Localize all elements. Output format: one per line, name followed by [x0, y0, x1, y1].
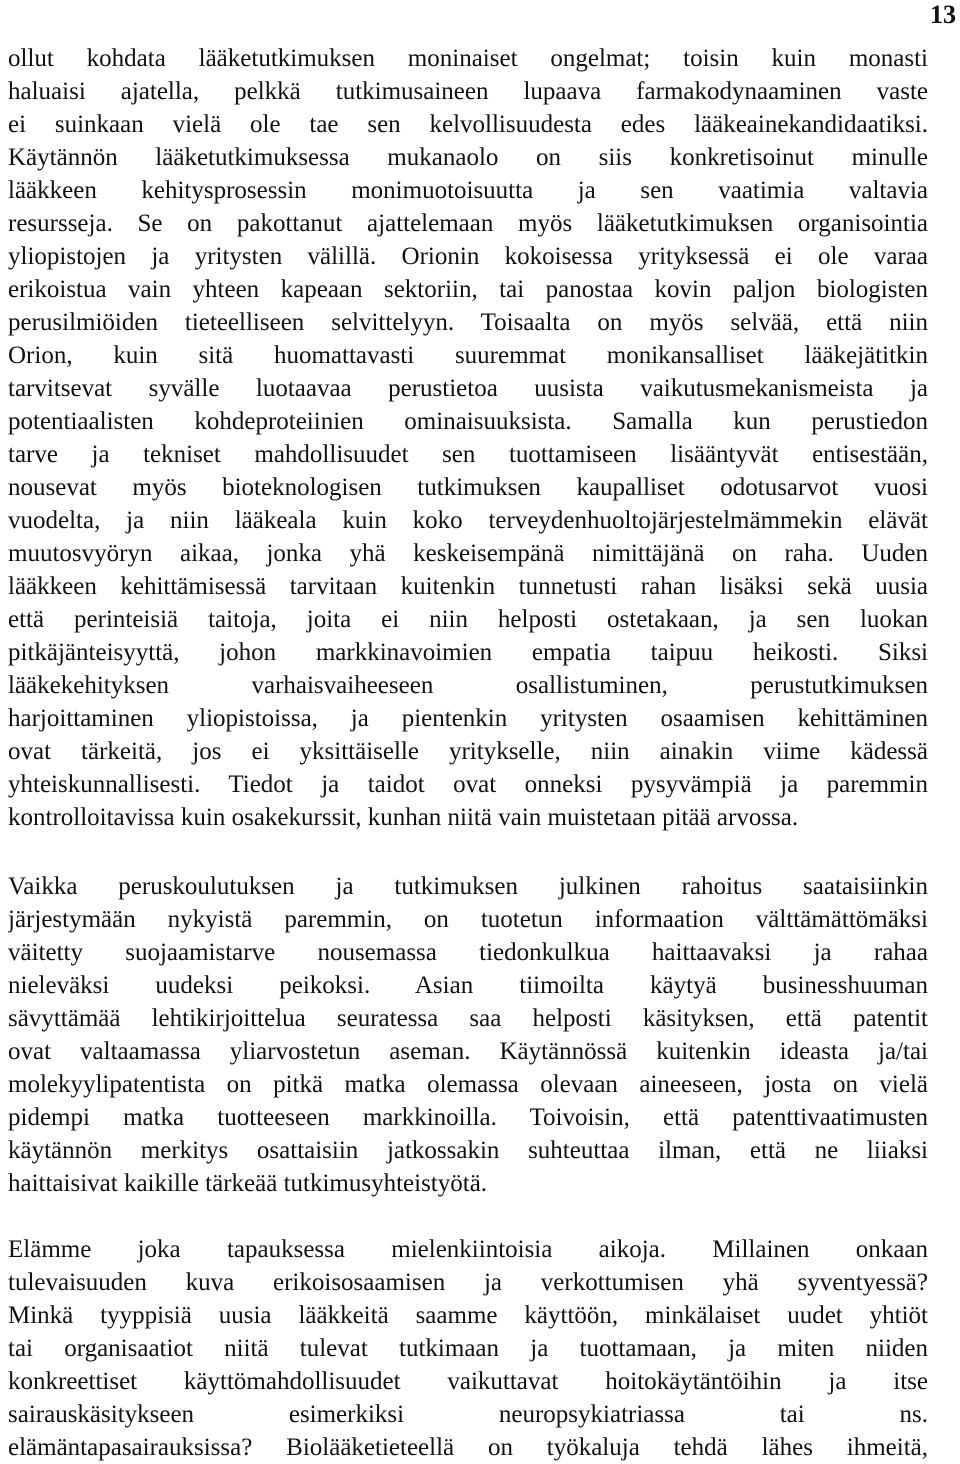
- text-line: lääkekehityksen varhaisvaiheeseen osallistuminen, perustutkimuksen: [8, 672, 928, 699]
- text-line: tai organisaatiot niitä tulevat tutkimaan ja tuottamaan, ja miten niiden: [8, 1335, 928, 1362]
- text-line: pitkäjänteisyyttä, johon markkinavoimien empatia taipuu heikosti. Siksi: [8, 639, 928, 666]
- text-line: tulevaisuuden kuva erikoisosaamisen ja verkottumisen yhä syventyessä?: [8, 1269, 928, 1296]
- text-line: haittaisivat kaikille tärkeää tutkimusyhteistyötä.: [8, 1170, 488, 1197]
- text-line: sävyttämää lehtikirjoittelua seuratessa saa helposti käsityksen, että patentit: [8, 1005, 928, 1032]
- text-line: Käytännön lääketutkimuksessa mukanaolo on siis konkretisoinut minulle: [8, 144, 928, 171]
- text-line: sairauskäsitykseen esimerkiksi neuropsykiatriassa tai ns.: [8, 1401, 928, 1428]
- text-line: perusilmiöiden tieteelliseen selvittelyyn. Toisaalta on myös selvää, että niin: [8, 309, 928, 336]
- text-line: ovat valtaamassa yliarvostetun aseman. Käytännössä kuitenkin ideasta ja/tai: [8, 1038, 928, 1065]
- text-line: konkreettiset käyttömahdollisuudet vaikuttavat hoitokäytäntöihin ja itse: [8, 1368, 928, 1395]
- text-line: yhteiskunnallisesti. Tiedot ja taidot ovat onneksi pysyvämpiä ja paremmin: [8, 771, 928, 798]
- paragraph: [8, 870, 928, 1200]
- text-line: Vaikka peruskoulutuksen ja tutkimuksen julkinen rahoitus saataisiinkin: [8, 873, 928, 900]
- text-line: ovat tärkeitä, jos ei yksittäiselle yritykselle, niin ainakin viime kädessä: [8, 738, 928, 765]
- text-line: ei suinkaan vielä ole tae sen kelvollisuudesta edes lääkeainekandidaatiksi.: [8, 111, 928, 138]
- text-line: Minkä tyyppisiä uusia lääkkeitä saamme käyttöön, minkälaiset uudet yhtiöt: [8, 1302, 928, 1329]
- text-line: potentiaalisten kohdeproteiinien ominaisuuksista. Samalla kun perustiedon: [8, 408, 928, 435]
- text-line: käytännön merkitys osattaisiin jatkossakin suhteuttaa ilman, että ne liiaksi: [8, 1137, 928, 1164]
- text-line: väitetty suojaamistarve nousemassa tiedonkulkua haittaavaksi ja rahaa: [8, 939, 928, 966]
- text-line: haluaisi ajatella, pelkkä tutkimusaineen lupaava farmakodynaaminen vaste: [8, 78, 928, 105]
- page-number: 13: [930, 0, 956, 29]
- text-line: muutosvyöryn aikaa, jonka yhä keskeisempänä nimittäjänä on raha. Uuden: [8, 540, 928, 567]
- text-line: pidempi matka tuotteeseen markkinoilla. Toivoisin, että patenttivaatimusten: [8, 1104, 928, 1131]
- text-line: Elämme joka tapauksessa mielenkiintoisia aikoja. Millainen onkaan: [8, 1236, 928, 1263]
- text-line: vuodelta, ja niin lääkeala kuin koko terveydenhuoltojärjestelmämmekin elävät: [8, 507, 928, 534]
- text-line: ollut kohdata lääketutkimuksen moninaiset ongelmat; toisin kuin monasti: [8, 45, 928, 72]
- text-line: nieleväksi uudeksi peikoksi. Asian tiimoilta käytyä businesshuuman: [8, 972, 928, 999]
- text-line: lääkkeen kehittämisessä tarvitaan kuitenkin tunnetusti rahan lisäksi sekä uusia: [8, 573, 928, 600]
- text-line: tarvitsevat syvälle luotaavaa perustietoa uusista vaikutusmekanismeista ja: [8, 375, 928, 402]
- text-line: lääkkeen kehitysprosessin monimuotoisuutta ja sen vaatimia valtavia: [8, 177, 928, 204]
- text-line: resursseja. Se on pakottanut ajattelemaan myös lääketutkimuksen organisointia: [8, 210, 928, 237]
- paragraph: [8, 1233, 928, 1464]
- text-line: järjestymään nykyistä paremmin, on tuotetun informaation välttämättömäksi: [8, 906, 928, 933]
- text-line: molekyylipatentista on pitkä matka olemassa olevaan aineeseen, josta on vielä: [8, 1071, 928, 1098]
- text-line: nousevat myös bioteknologisen tutkimuksen kaupalliset odotusarvot vuosi: [8, 474, 928, 501]
- text-line: Orion, kuin sitä huomattavasti suuremmat monikansalliset lääkejätitkin: [8, 342, 928, 369]
- text-line: erikoistua vain yhteen kapeaan sektoriin, tai panostaa kovin paljon biologisten: [8, 276, 928, 303]
- text-line: tarve ja tekniset mahdollisuudet sen tuottamiseen lisääntyvät entisestään,: [8, 441, 928, 468]
- paragraph: [8, 42, 928, 834]
- text-line: harjoittaminen yliopistoissa, ja pientenkin yritysten osaamisen kehittäminen: [8, 705, 928, 732]
- text-line: yliopistojen ja yritysten välillä. Orionin kokoisessa yrityksessä ei ole varaa: [8, 243, 928, 270]
- text-line: elämäntapasairauksissa? Biolääketieteellä on työkaluja tehdä lähes ihmeitä,: [8, 1434, 928, 1461]
- text-line: että perinteisiä taitoja, joita ei niin helposti ostetakaan, ja sen luokan: [8, 606, 928, 633]
- text-line: kontrolloitavissa kuin osakekurssit, kunhan niitä vain muistetaan pitää arvossa.: [8, 804, 799, 831]
